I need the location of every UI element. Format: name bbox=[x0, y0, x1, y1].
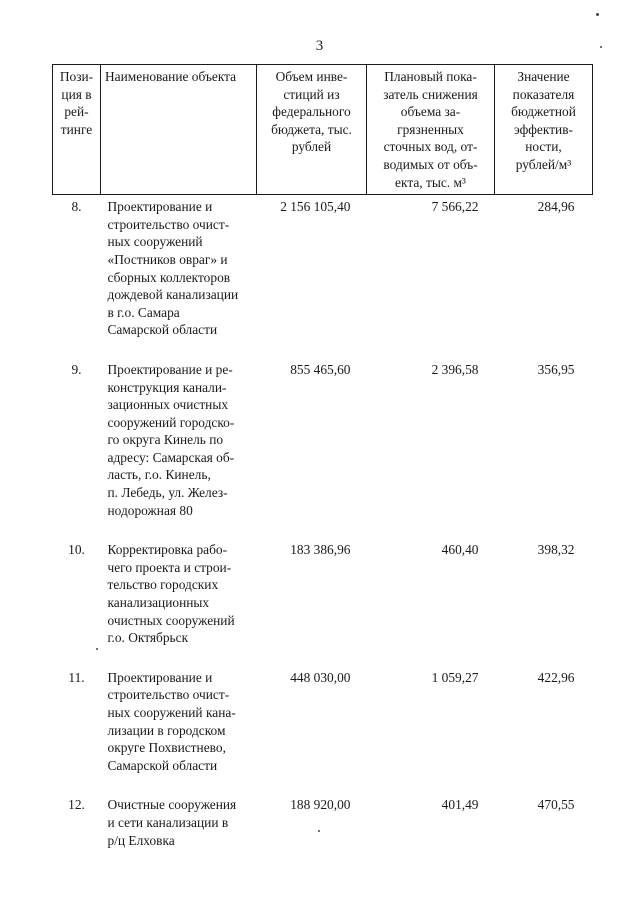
investment-cell: 2 156 105,40 bbox=[280, 199, 351, 215]
object-name-line: го округа Кинель по bbox=[107, 432, 224, 448]
reduction-cell: 7 566,22 bbox=[431, 199, 479, 215]
object-name-line: Самарской области bbox=[107, 757, 218, 773]
header-line: ция в bbox=[61, 86, 92, 102]
object-name-line: зационных очистных bbox=[107, 397, 229, 413]
object-name-line: в г.о. Самара bbox=[107, 304, 180, 320]
header-line: эффектив- bbox=[513, 121, 573, 137]
header-line: показателя bbox=[512, 86, 575, 102]
page-number: 3 bbox=[315, 38, 324, 54]
table-header-row bbox=[53, 65, 593, 195]
table-row bbox=[53, 796, 593, 871]
header-line: сточных вод, от- bbox=[383, 139, 478, 155]
object-name-line: Проектирование и ре- bbox=[107, 361, 233, 377]
object-name-line: округе Похвистнево, bbox=[107, 740, 226, 756]
efficiency-cell: 398,32 bbox=[537, 542, 575, 558]
position-cell: 9. bbox=[71, 361, 82, 377]
table-row bbox=[53, 669, 593, 797]
object-name-line: Проектирование и bbox=[107, 199, 213, 215]
table-row bbox=[53, 195, 593, 361]
object-name-line: Корректировка рабо- bbox=[107, 542, 228, 558]
object-name-line: р/ц Елховка bbox=[107, 832, 175, 848]
object-name-line: ных сооружений bbox=[107, 234, 203, 250]
position-cell: 8. bbox=[71, 199, 82, 215]
efficiency-cell: 356,95 bbox=[537, 361, 575, 377]
header-line: федерального bbox=[272, 104, 351, 120]
object-name-line: адресу: Самарская об- bbox=[107, 449, 235, 465]
object-name-line: и сети канализации в bbox=[107, 814, 229, 830]
object-name-line: сооружений городско- bbox=[107, 414, 235, 430]
object-name-cell bbox=[101, 669, 257, 797]
header-line: стиций из bbox=[283, 86, 340, 102]
object-name-line: сборных коллекторов bbox=[107, 269, 231, 285]
header-line: водимых от объ- bbox=[383, 156, 478, 172]
header-line: объема за- bbox=[400, 104, 461, 120]
header-line: Наименование объекта bbox=[105, 69, 237, 84]
object-name-line: Проектирование и bbox=[107, 669, 213, 685]
header-line: Значение bbox=[517, 69, 570, 84]
header-line: бюджетной bbox=[511, 104, 576, 120]
header-reduction bbox=[367, 65, 495, 195]
table-row bbox=[53, 541, 593, 669]
efficiency-cell: 284,96 bbox=[537, 199, 575, 215]
object-name-line: строительство очист- bbox=[107, 216, 230, 232]
header-line: рублей/м³ bbox=[515, 156, 572, 172]
object-name-line: г.о. Октябрьск bbox=[107, 630, 189, 646]
table-row bbox=[53, 361, 593, 541]
object-name-line: дождевой канализации bbox=[107, 287, 239, 303]
header-object-name bbox=[101, 65, 257, 195]
header-line: Плановый пока- bbox=[384, 69, 477, 84]
efficiency-cell: 422,96 bbox=[537, 669, 575, 685]
object-name-line: чего проекта и строи- bbox=[107, 559, 232, 575]
investment-cell: 188 920,00 bbox=[290, 797, 351, 813]
header-line: тинге bbox=[60, 121, 93, 137]
object-name-line: тельство городских bbox=[107, 577, 219, 593]
object-name-cell bbox=[101, 195, 257, 361]
investment-cell: 448 030,00 bbox=[290, 669, 351, 685]
investment-cell: 855 465,60 bbox=[290, 361, 351, 377]
header-line: ности, bbox=[525, 139, 562, 155]
header-position bbox=[53, 65, 101, 195]
position-cell: 12. bbox=[68, 797, 85, 813]
header-line: Объем инве- bbox=[275, 69, 348, 84]
reduction-cell: 401,49 bbox=[441, 797, 479, 813]
reduction-cell: 2 396,58 bbox=[431, 361, 479, 377]
header-investment bbox=[257, 65, 367, 195]
object-name-line: очистных сооружений bbox=[107, 612, 235, 628]
header-line: рублей bbox=[291, 139, 332, 155]
object-name-line: Самарской области bbox=[107, 322, 218, 338]
object-name-line: строительство очист- bbox=[107, 687, 230, 703]
header-line: Пози- bbox=[59, 69, 94, 84]
object-name-line: конструкция канали- bbox=[107, 379, 227, 395]
header-line: затель снижения bbox=[383, 86, 478, 102]
rating-table bbox=[52, 64, 593, 871]
header-efficiency bbox=[495, 65, 593, 195]
header-line: грязненных bbox=[397, 121, 464, 137]
header-line: бюджета, тыс. bbox=[271, 121, 352, 137]
object-name-cell bbox=[101, 796, 257, 871]
object-name-line: ласть, г.о. Кинель, bbox=[107, 467, 211, 483]
object-name-line: нодорожная 80 bbox=[107, 502, 193, 518]
header-line: рей- bbox=[64, 104, 89, 120]
object-name-line: п. Лебедь, ул. Желез- bbox=[107, 485, 228, 501]
object-name-line: «Постников овраг» и bbox=[107, 251, 228, 267]
investment-cell: 183 386,96 bbox=[290, 542, 351, 558]
position-cell: 10. bbox=[68, 542, 85, 558]
object-name-line: канализационных bbox=[107, 595, 210, 611]
header-line: екта, тыс. м³ bbox=[395, 174, 466, 190]
object-name-cell bbox=[101, 541, 257, 669]
position-cell: 11. bbox=[68, 669, 85, 685]
object-name-line: лизации в городском bbox=[107, 722, 226, 738]
efficiency-cell: 470,55 bbox=[537, 797, 575, 813]
object-name-cell bbox=[101, 361, 257, 541]
reduction-cell: 460,40 bbox=[441, 542, 479, 558]
object-name-line: ных сооружений кана- bbox=[107, 705, 236, 720]
reduction-cell: 1 059,27 bbox=[431, 669, 479, 685]
object-name-line: Очистные сооружения bbox=[107, 797, 237, 813]
